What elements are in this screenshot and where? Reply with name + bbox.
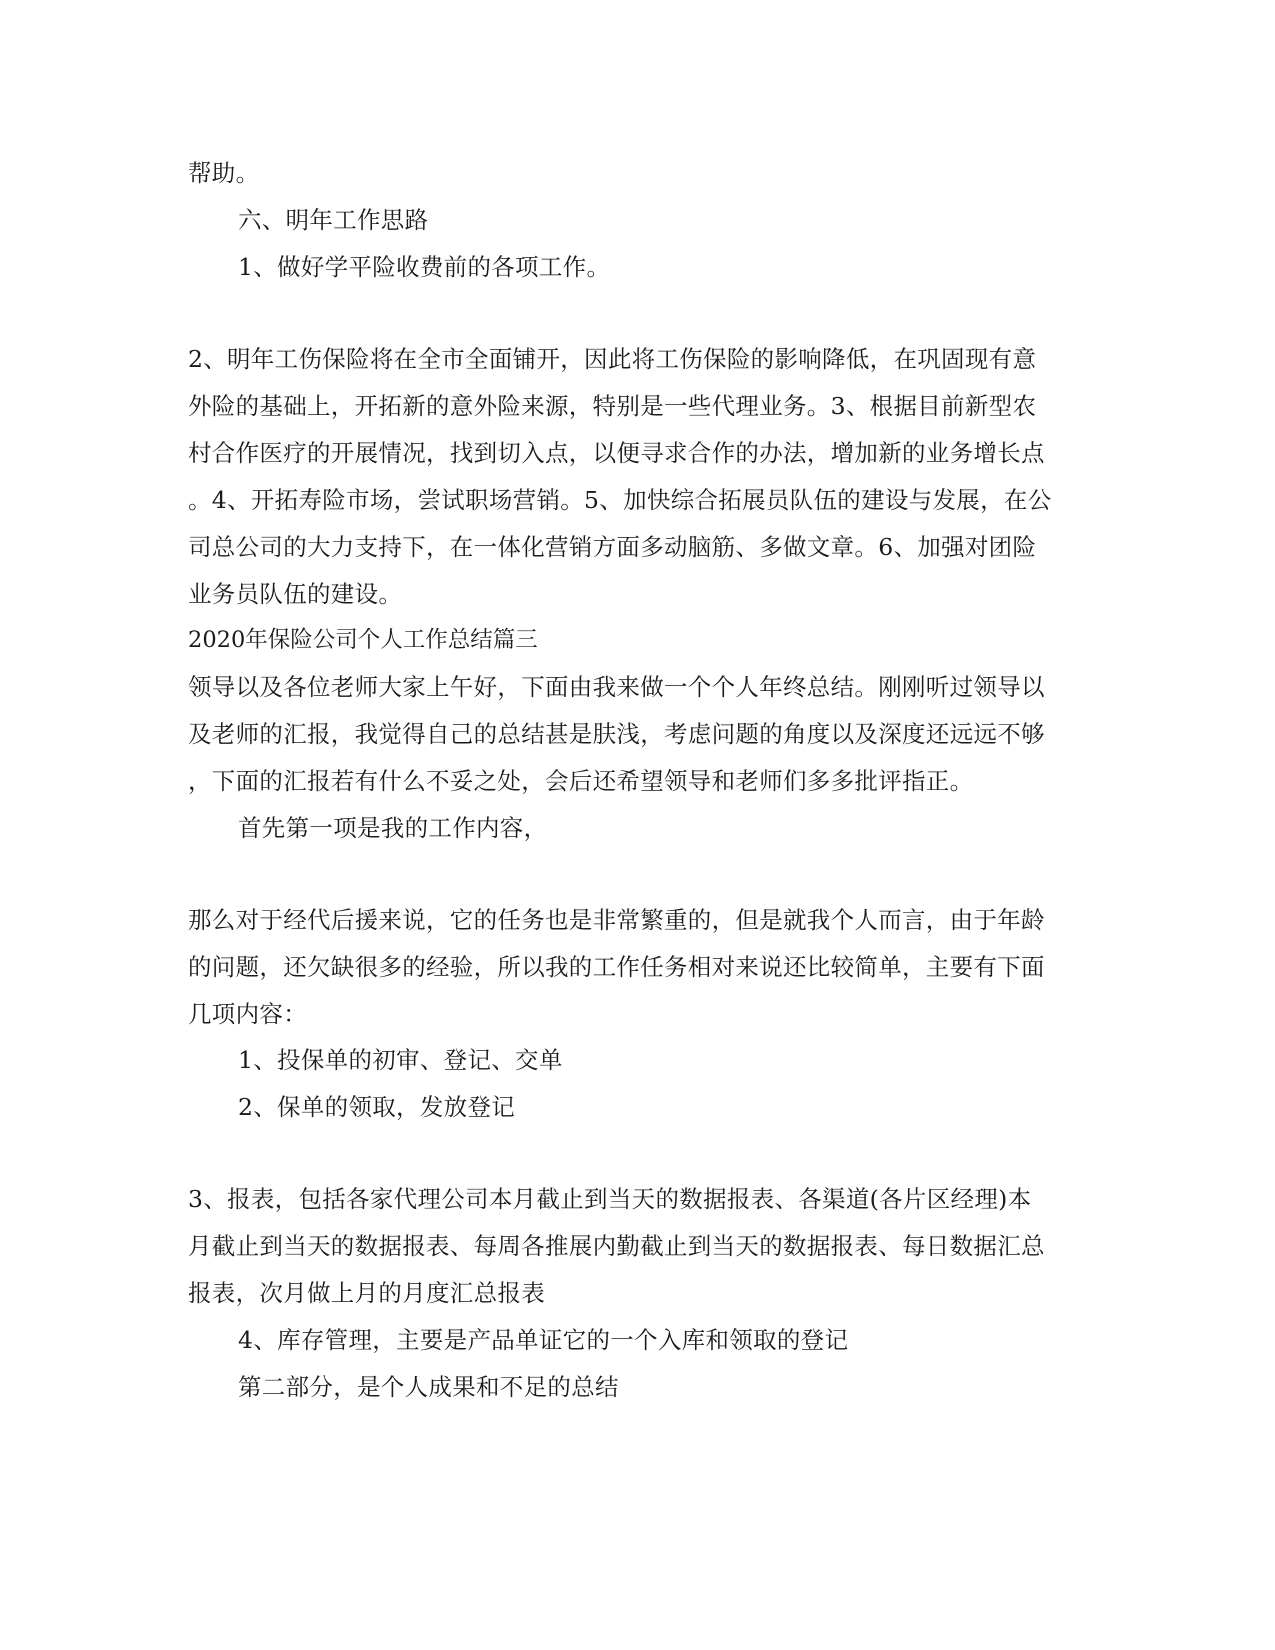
paragraph-line: 首先第一项是我的工作内容，: [238, 814, 548, 842]
paragraph-line: 3、报表，包括各家代理公司本月截止到当天的数据报表、各渠道(各片区经理)本: [188, 1185, 1032, 1213]
paragraph-line: 那么对于经代后援来说，它的任务也是非常繁重的，但是就我个人而言，由于年龄: [188, 906, 1045, 934]
paragraph-line: 报表，次月做上月的月度汇总报表: [188, 1279, 545, 1307]
paragraph-line: 司总公司的大力支持下，在一体化营销方面多动脑筋、多做文章。6、加强对团险: [188, 533, 1037, 561]
paragraph-line: 及老师的汇报，我觉得自己的总结甚是肤浅，考虑问题的角度以及深度还远远不够: [188, 720, 1045, 748]
list-item: 1、投保单的初审、登记、交单: [238, 1046, 563, 1074]
paragraph-line: 的问题，还欠缺很多的经验，所以我的工作任务相对来说还比较简单，主要有下面: [188, 953, 1045, 981]
list-item: 4、库存管理，主要是产品单证它的一个入库和领取的登记: [238, 1326, 849, 1354]
paragraph-line: 。4、开拓寿险市场，尝试职场营销。5、加快综合拓展员队伍的建设与发展，在公: [188, 486, 1052, 514]
section-heading: 六、明年工作思路: [238, 206, 429, 234]
paragraph-line: 村合作医疗的开展情况，找到切入点，以便寻求合作的办法，增加新的业务增长点: [188, 439, 1045, 467]
paragraph-line: 月截止到当天的数据报表、每周各推展内勤截止到当天的数据报表、每日数据汇总: [188, 1232, 1045, 1260]
list-item: 1、做好学平险收费前的各项工作。: [238, 253, 611, 281]
paragraph-line: 外险的基础上，开拓新的意外险来源，特别是一些代理业务。3、根据目前新型农: [188, 392, 1037, 420]
list-item: 2、保单的领取，发放登记: [238, 1093, 516, 1121]
paragraph-line: 领导以及各位老师大家上午好，下面由我来做一个个人年终总结。刚刚听过领导以: [188, 673, 1045, 701]
paragraph-line: 2、明年工伤保险将在全市全面铺开，因此将工伤保险的影响降低，在巩固现有意: [188, 345, 1037, 373]
paragraph-line: 第二部分，是个人成果和不足的总结: [238, 1373, 619, 1401]
paragraph-line: 几项内容：: [188, 1000, 307, 1028]
article-title: 2020年保险公司个人工作总结篇三: [188, 627, 538, 653]
paragraph-line: ，下面的汇报若有什么不妥之处，会后还希望领导和老师们多多批评指正。: [188, 767, 974, 795]
paragraph-line: 帮助。: [188, 159, 260, 187]
paragraph-line: 业务员队伍的建设。: [188, 580, 403, 608]
